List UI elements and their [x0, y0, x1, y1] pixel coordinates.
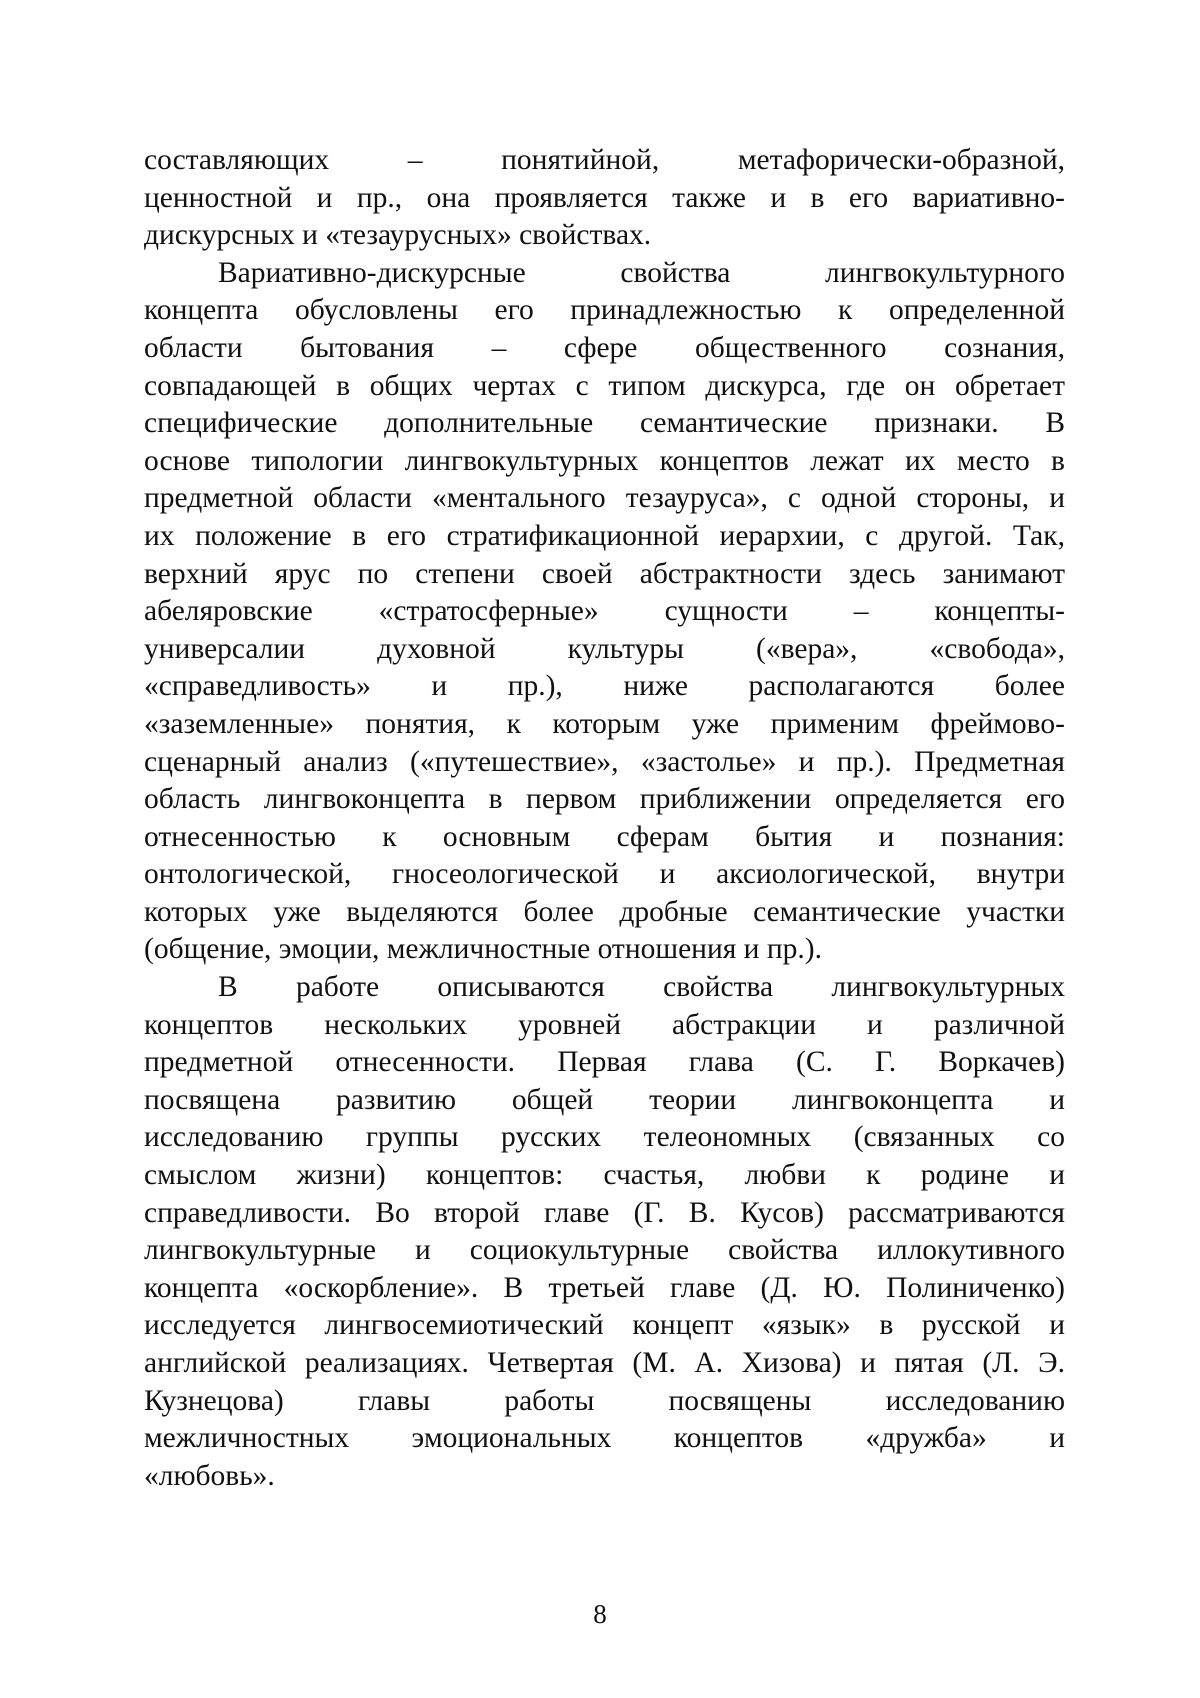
text-line: концепта «оскорбление». В третьей главе (Д. Ю. Полиниченко): [144, 1271, 1065, 1304]
text-line: области бытования – сфере общественного сознания,: [144, 331, 1065, 364]
text-line: исследованию группы русских телеономных (связанных со: [144, 1121, 1065, 1154]
text-line: их положение в его стратификационной иерархии, с другой. Так,: [144, 519, 1065, 552]
text-line: английской реализациях. Четвертая (М. А. Хизова) и пятая (Л. Э.: [144, 1347, 1065, 1379]
paragraph: [144, 142, 1065, 255]
text-line: «любовь».: [144, 1459, 275, 1492]
text-line: совпадающей в общих чертах с типом дискурса, где он обретает: [144, 369, 1065, 402]
text-line: «справедливость» и пр.), ниже располагаются более: [144, 670, 1065, 703]
text-line: предметной области «ментального тезауруса», с одной стороны, и: [144, 482, 1065, 515]
text-line: посвящена развитию общей теории лингвоконцепта и: [144, 1083, 1065, 1116]
text-line: дискурсных и «тезаурусных» свойствах.: [144, 219, 652, 252]
body-text: [144, 142, 1065, 1495]
text-line: верхний ярус по степени своей абстрактности здесь занимают: [144, 557, 1065, 590]
text-line: концепта обусловлены его принадлежностью к определенной: [144, 294, 1065, 327]
text-line: абеляровские «стратосферные» сущности – концепты-: [144, 595, 1065, 628]
text-line: концептов нескольких уровней абстракции и различной: [144, 1008, 1065, 1041]
text-line: отнесенностью к основным сферам бытия и познания:: [144, 820, 1065, 853]
text-line: «заземленные» понятия, к которым уже применим фреймово-: [144, 707, 1065, 740]
text-line: (общение, эмоции, межличностные отношения и пр.).: [144, 933, 822, 966]
text-line: межличностных эмоциональных концептов «дружба» и: [144, 1422, 1065, 1455]
text-line: Вариативно-дискурсные свойства лингвокультурного: [218, 256, 1065, 289]
text-line: которых уже выделяются более дробные семантические участки: [144, 895, 1065, 928]
paragraph: [144, 255, 1065, 969]
text-line: справедливости. Во второй главе (Г. В. Кусов) рассматриваются: [144, 1196, 1065, 1229]
text-line: онтологической, гносеологической и аксиологической, внутри: [144, 858, 1065, 891]
text-line: составляющих – понятийной, метафорически-образной,: [144, 144, 1065, 176]
text-line: лингвокультурные и социокультурные свойства иллокутивного: [144, 1234, 1065, 1267]
text-line: область лингвоконцепта в первом приближении определяется его: [144, 783, 1065, 816]
page-number: 8: [593, 1599, 607, 1629]
text-line: В работе описываются свойства лингвокультурных: [218, 971, 1065, 1004]
paragraph: [144, 969, 1065, 1495]
text-line: ценностной и пр., она проявляется также и в его вариативно-: [144, 181, 1065, 214]
text-line: специфические дополнительные семантические признаки. В: [144, 407, 1065, 440]
text-line: универсалии духовной культуры («вера», «свобода»,: [144, 632, 1065, 665]
text-line: основе типологии лингвокультурных концептов лежат их место в: [144, 444, 1065, 477]
text-line: Кузнецова) главы работы посвящены исследованию: [144, 1384, 1065, 1417]
text-line: исследуется лингвосемиотический концепт «язык» в русской и: [144, 1309, 1065, 1342]
text-line: сценарный анализ («путешествие», «застолье» и пр.). Предметная: [144, 745, 1065, 778]
text-line: предметной отнесенности. Первая глава (С. Г. Воркачев): [144, 1046, 1065, 1079]
text-line: смыслом жизни) концептов: счастья, любви к родине и: [144, 1159, 1065, 1192]
